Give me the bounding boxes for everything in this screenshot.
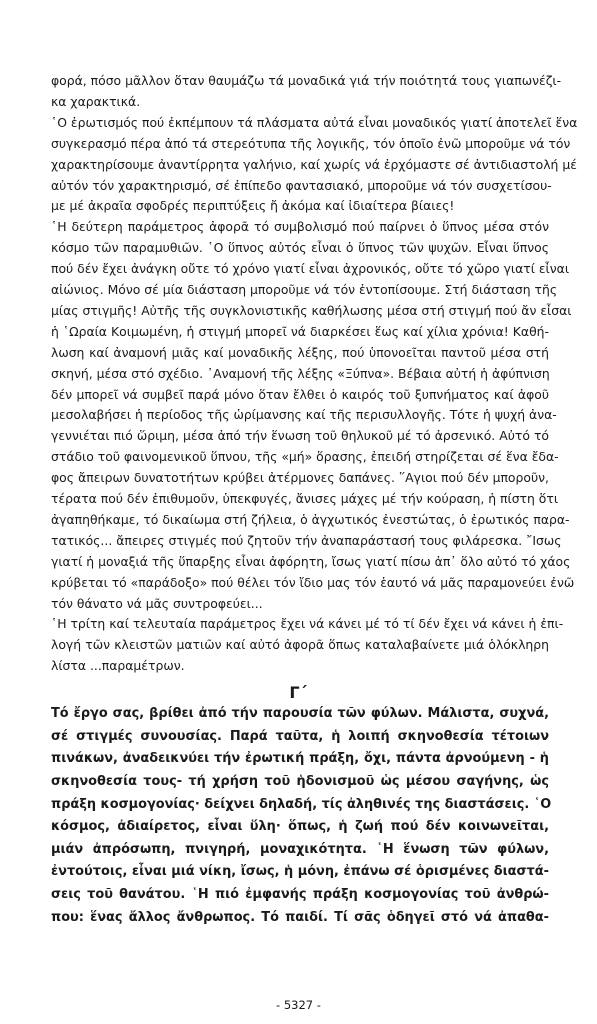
bold-text-line: πινάκων, ἀναδεικνύει τήν ἐρωτική πράξη, ὄχι, πάντα ἀρνούμενη - ἡ	[51, 751, 549, 767]
bold-text-line: ἐντούτοις, εἶναι μιά νίκη, ἴσως, ἡ μόνη, ἐπάνω σέ ὁρισμένες διαστά-	[51, 864, 549, 880]
text-line: γεννιέται πιό ὥριμη, μέσα ἀπό τήν ἕνωση τοῦ θηλυκοῦ μέ τό ἀρσενικό. Αὐτό τό	[51, 428, 549, 444]
text-line: τέρατα πού δέν ἐπιθυμοῦν, ὑπεκφυγές, ἄνισες μάχες μέ τήν κούραση, ἡ πίστη ὅτι	[51, 491, 559, 506]
text-line: γιατί ἡ μοναξιά τῆς ὕπαρξης εἶναι ἀφόρητη, ἴσως γιατί πίσω ἀπ᾽ ὅλο αὐτό τό χάος	[51, 553, 571, 569]
text-line: δέν μπορεῖ νά συμβεῖ παρά μόνο ὅταν ἔλθει ὁ καιρός τοῦ ξυπνήματος καί ἀφοῦ	[51, 386, 549, 402]
bold-text-line: σέ στιγμές συνουσίας. Παρά ταῦτα, ἡ λοιπή σκηνοθεσία τέτοιων	[51, 728, 549, 744]
text-line: ἀγαπηθήκαμε, τό δικαίωμα στή ζήλεια, ὁ ἀγχωτικός ἐνεστώτας, ὁ ἐρωτικός παρα-	[51, 511, 570, 527]
text-line: κα χαρακτικά.	[51, 93, 141, 109]
text-line: αἰώνιος. Μόνο σέ μία διάσταση μποροῦμε νά τόν ἐντοπίσουμε. Στή διάσταση τῆς	[51, 282, 558, 297]
bold-text-line: πράξη κοσμογονίας· δείχνει δηλαδή, τίς ἀληθινές της διαστάσεις. ῾Ο	[51, 796, 552, 812]
section-heading: Γ´	[289, 683, 308, 703]
text-line: μεσολαβήσει ἡ περίοδος τῆς ὡρίμανσης καί τῆς περισυλλογῆς. Τότε ἡ ψυχή ἀνα-	[51, 407, 557, 423]
text-line: ῾Ο ἐρωτισμός πού ἐκπέμπουν τά πλάσματα αὐτά εἶναι μοναδικός γιατί ἀποτελεῖ ἕνα	[51, 114, 578, 130]
text-line: σκηνή, μέσα στό σχέδιο. ᾽Αναμονή τῆς λέξης «Ξύπνα». Βέβαια αὐτή ἡ ἀφύπνιση	[51, 365, 550, 381]
text-line: τατικός... ἄπειρες στιγμές πού ζητοῦν τήν ἀναπαράστασή τους φιλάρεσκα. ῎Ισως	[51, 532, 562, 548]
text-line: αὐτόν τόν χαρακτηρισμό, σέ ἐπίπεδο φαντασιακό, μποροῦμε νά τόν συσχετίσου-	[51, 177, 552, 193]
text-line: κόσμο τῶν παραμυθιῶν. ῾Ο ὕπνος αὐτός εἶναι ὁ ὕπνος τῶν ψυχῶν. Εἶναι ὕπνος	[51, 240, 549, 256]
page-number: - 5327 -	[276, 998, 321, 1012]
text-line: λωση καί ἀναμονή μιᾶς καί μοναδικῆς λέξης, πού ὑπονοεῖται παντοῦ μέσα στή	[51, 344, 549, 360]
text-line: χαρακτηρίσουμε ἀναντίρρητα γαλήνιο, καί χωρίς νά ἐρχόμαστε σέ ἀντιδιαστολή μέ	[51, 156, 577, 172]
text-line: ῾Η δεύτερη παράμετρος ἀφορᾶ τό συμβολισμό πού παίρνει ὁ ὕπνος μέσα στόν	[51, 219, 549, 235]
text-line: στάδιο τοῦ φαινομενικοῦ ὕπνου, τῆς «μή» ὅρασης, ἐπειδή στηρίζεται σέ ἕνα ἔδα-	[51, 449, 559, 465]
text-line: μίας στιγμῆς! Αὐτῆς τῆς συγκλονιστικῆς καθήλωσης μέσα στή στιγμή πού ἄν εἶσαι	[51, 302, 572, 318]
text-line: φορά, πόσο μᾶλλον ὅταν θαυμάζω τά μοναδικά γιά τήν ποιότητά τους γιαπωνέζι-	[51, 73, 562, 88]
text-line: ἡ ῾Ωραία Κοιμωμένη, ἡ στιγμή μπορεῖ νά διαρκέσει ἕως καί χίλια χρόνια! Καθή-	[51, 323, 549, 339]
text-line: συγκερασμό πέρα ἀπό τά στερεότυπα τῆς λογικῆς, τόν ὁποῖο ἐνῶ μποροῦμε νά τόν	[51, 135, 571, 151]
text-line: φος ἄπειρων δυνατοτήτων κρύβει ἀτέρμονες δαπάνες. ῞Αγιοι πού δέν μποροῦν,	[51, 470, 549, 486]
bold-text-line: Τό ἔργο σας, βρίθει ἀπό τήν παρουσία τῶν φύλων. Μάλιστα, συχνά,	[51, 706, 549, 722]
text-line: κρύβεται τό «παράδοξο» πού θέλει τόν ἴδιο μας τόν ἑαυτό νά μᾶς παραμονεύει ἐνῶ	[51, 574, 575, 590]
bold-text-line: σεις τοῦ θανάτου. ῾Η πιό ἐμφανής πράξη κοσμογονίας τοῦ ἀνθρώ-	[51, 886, 549, 902]
bold-text-line: που: ἕνας ἄλλος ἄνθρωπος. Τό παιδί. Τί σᾶς ὁδηγεῖ στό νά ἀπαθα-	[51, 909, 549, 925]
bold-text-line: σκηνοθεσία τους- τή χρήση τοῦ ἡδονισμοῦ ὡς μέσου σαγήνης, ὡς	[51, 773, 549, 789]
text-line: λίστα ...παραμέτρων.	[51, 658, 185, 674]
text-line: τόν θάνατο νά μᾶς συντροφεύει...	[51, 595, 263, 611]
text-line: ῾Η τρίτη καί τελευταία παράμετρος ἔχει νά κάνει μέ τό τί δέν ἔχει νά κάνει ἡ ἐπι-	[51, 616, 564, 632]
text-line: με μέ ἀκραῖα σφοδρές περιπτύξεις ἤ ἀκόμα καί ἰδιαίτερα βίαιες!	[51, 198, 455, 214]
text-line: λογή τῶν κλειστῶν ματιῶν καί αὐτό ἀφορᾶ ὅπως καταλαβαίνετε μιά ὁλόκληρη	[51, 637, 549, 653]
text-line: πού δέν ἔχει ἀνάγκη οὔτε τό χρόνο γιατί εἶναι ἀχρονικός, οὔτε τό χῶρο γιατί εἶναι	[51, 261, 570, 277]
bold-text-line: κόσμος, ἀδιαίρετος, εἶναι ὕλη· ὅπως, ἡ ζωή πού δέν κοινωνεῖται,	[51, 819, 549, 835]
bold-text-line: μιάν ἀπρόσωπη, πνιγηρή, μοναχικότητα. ῾Η ἕνωση τῶν φύλων,	[51, 841, 549, 857]
